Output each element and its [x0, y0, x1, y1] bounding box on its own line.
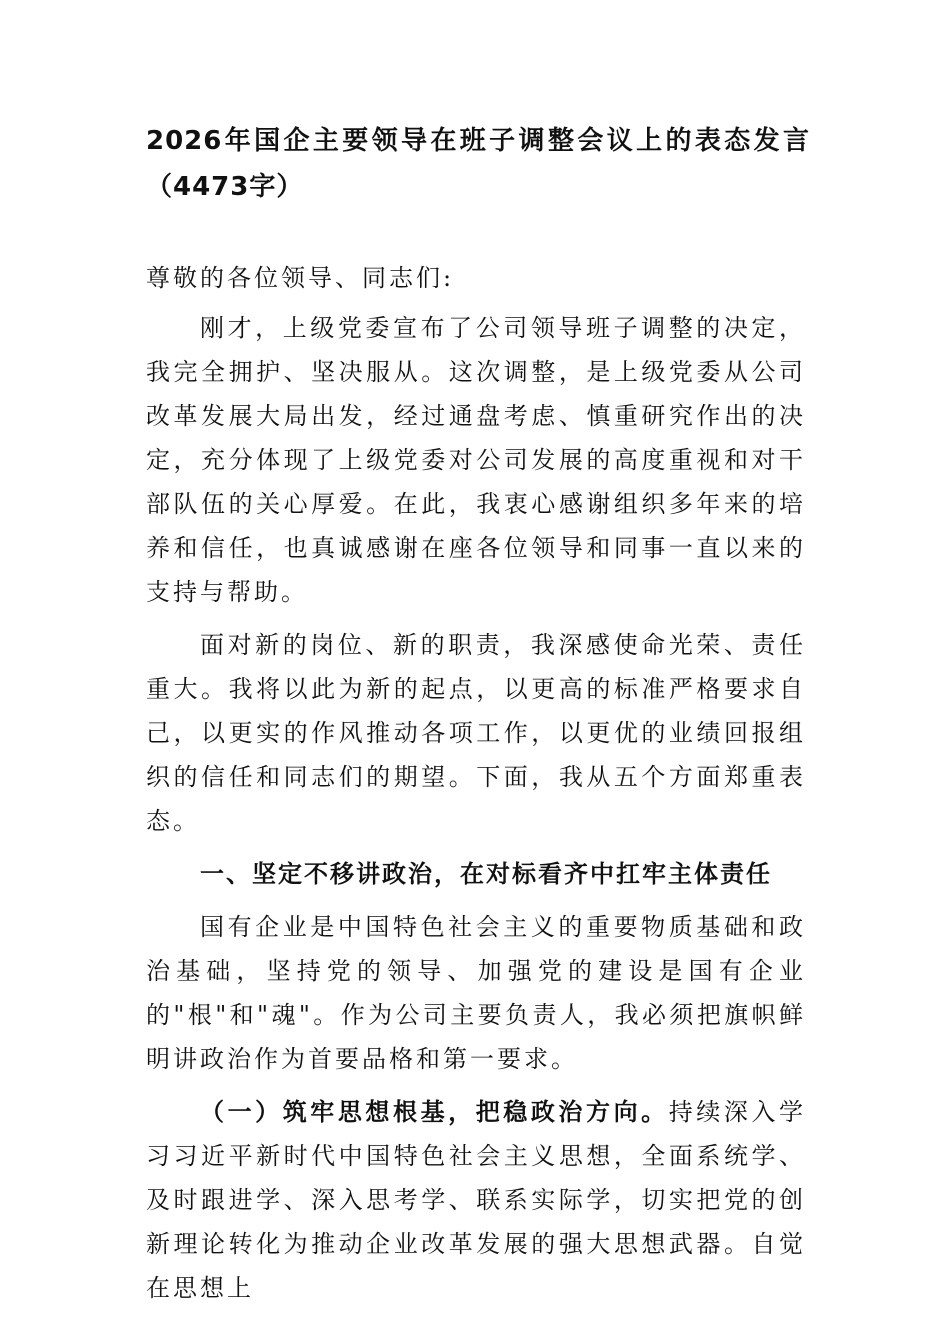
sub-item-text: 持续深入学习习近平新时代中国特色社会主义思想，全面系统学、及时跟进学、深入思考学、联系实际学，切实把党的创新理论转化为推动企业改革发展的强大思想武器。自觉在思想上 — [146, 1098, 807, 1302]
section-heading: 一、坚定不移讲政治，在对标看齐中扛牢主体责任 — [200, 860, 772, 888]
body-paragraph: 国有企业是中国特色社会主义的重要物质基础和政治基础，坚持党的领导、加强党的建设是国有企业的"根"和"魂"。作为公司主要负责人，我必须把旗帜鲜明讲政治作为首要品格和第一要求。 — [146, 913, 806, 1073]
document-body — [146, 256, 806, 1319]
salutation: 尊敬的各位领导、同志们: — [146, 264, 455, 292]
sub-item-paragraph — [146, 1090, 806, 1310]
body-paragraph: 面对新的岗位、新的职责，我深感使命光荣、责任重大。我将以此为新的起点，以更高的标准严格要求自己，以更实的作风推动各项工作，以更优的业绩回报组织的信任和同志们的期望。下面，我从五个方面郑重表态。 — [146, 631, 806, 835]
document-title: 2026年国企主要领导在班子调整会议上的表态发言（4473字） — [146, 126, 810, 202]
sub-item-lead: （一）筑牢思想根基，把稳政治方向。 — [200, 1098, 669, 1126]
body-paragraph: 刚才，上级党委宣布了公司领导班子调整的决定，我完全拥护、坚决服从。这次调整，是上级党委从公司改革发展大局出发，经过通盘考虑、慎重研究作出的决定，充分体现了上级党委对公司发展的高度重视和对干部队伍的关心厚爱。在此，我衷心感谢组织多年来的培养和信任，也真诚感谢在座各位领导和同事一直以来的支持与帮助。 — [146, 314, 806, 606]
